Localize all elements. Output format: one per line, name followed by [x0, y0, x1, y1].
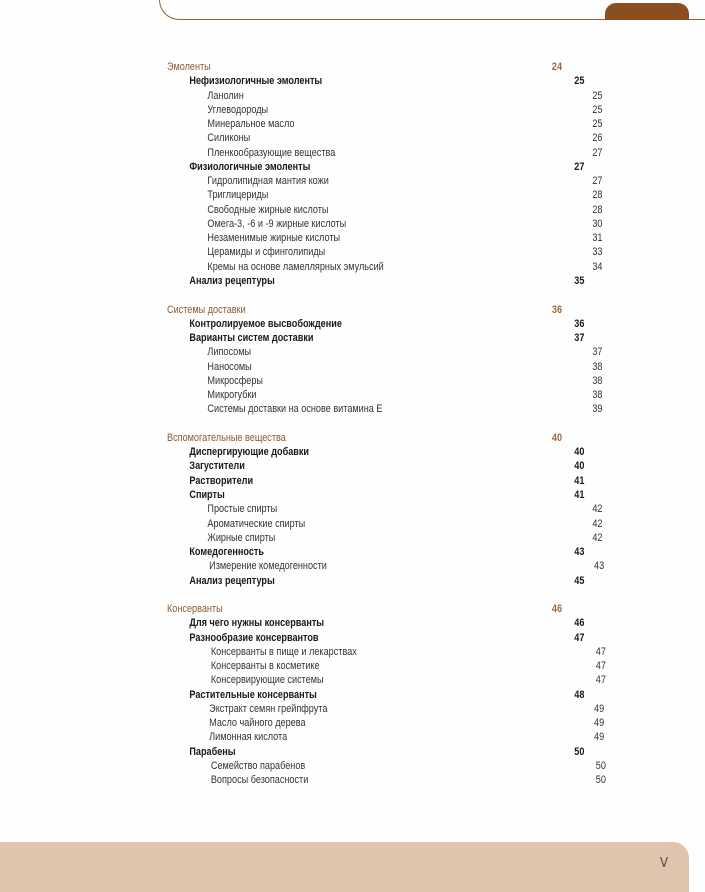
toc-section-heading[interactable]	[167, 60, 562, 74]
toc-entry[interactable]	[167, 759, 606, 773]
toc-title: Гидролипидная мантия кожи	[207, 175, 329, 188]
toc-title: Минеральное масло	[207, 118, 295, 131]
toc-page: 45	[574, 574, 585, 587]
toc-entry[interactable]	[167, 773, 606, 787]
table-of-contents	[167, 60, 606, 788]
toc-page: 47	[574, 631, 585, 644]
toc-title: Масло чайного дерева	[209, 717, 306, 730]
section-spacer	[167, 417, 562, 431]
toc-title: Пленкообразующие вещества	[207, 146, 336, 159]
toc-title: Незаменимые жирные кислоты	[207, 232, 341, 245]
toc-entry[interactable]	[167, 730, 604, 744]
toc-title: Комедогенность	[189, 546, 264, 559]
toc-page: 36	[551, 303, 563, 316]
toc-page: 41	[574, 474, 585, 487]
toc-entry[interactable]	[167, 360, 602, 374]
toc-page: 38	[592, 360, 603, 373]
toc-page: 24	[551, 61, 563, 73]
toc-title: Свободные жирные кислоты	[207, 203, 329, 216]
toc-page: 38	[592, 374, 603, 387]
toc-entry[interactable]	[167, 174, 602, 188]
toc-title: Вспомогательные вещества	[167, 431, 286, 444]
toc-page: 27	[574, 160, 585, 173]
toc-entry[interactable]	[167, 745, 584, 759]
toc-page: 31	[592, 232, 603, 245]
toc-entry[interactable]	[167, 331, 584, 345]
toc-entry[interactable]	[167, 146, 602, 160]
toc-entry[interactable]	[167, 659, 606, 673]
toc-title: Наносомы	[207, 360, 252, 373]
toc-entry[interactable]	[167, 459, 584, 473]
toc-entry[interactable]	[167, 474, 584, 488]
toc-entry[interactable]	[167, 160, 584, 174]
section-spacer	[167, 588, 562, 602]
toc-entry[interactable]	[167, 89, 602, 103]
toc-page: 25	[592, 118, 603, 131]
toc-entry[interactable]	[167, 103, 602, 117]
toc-title: Диспергирующие добавки	[189, 446, 310, 459]
toc-page: 27	[592, 175, 603, 188]
toc-page: 37	[574, 332, 585, 345]
toc-page: 48	[574, 688, 585, 701]
toc-title: Варианты систем доставки	[189, 332, 314, 345]
section-spacer	[167, 288, 562, 302]
toc-title: Измерение комедогенности	[209, 560, 327, 573]
toc-entry[interactable]	[167, 445, 584, 459]
toc-entry[interactable]	[167, 117, 602, 131]
toc-page: 49	[594, 731, 605, 744]
toc-title: Церамиды и сфинголипиды	[207, 246, 326, 259]
toc-title: Спирты	[189, 488, 225, 501]
toc-entry[interactable]	[167, 545, 584, 559]
toc-entry[interactable]	[167, 645, 606, 659]
toc-title: Системы доставки на основе витамина Е	[207, 403, 383, 416]
toc-title: Для чего нужны консерванты	[189, 617, 325, 630]
toc-title: Вопросы безопасности	[210, 774, 309, 787]
toc-title: Анализ рецептуры	[189, 574, 275, 587]
toc-page: 47	[595, 674, 606, 687]
toc-entry[interactable]	[167, 631, 584, 645]
toc-page: 28	[592, 189, 603, 202]
toc-page: 42	[592, 531, 603, 544]
toc-entry[interactable]	[167, 702, 604, 716]
toc-title: Парабены	[189, 745, 236, 758]
toc-title: Силиконы	[207, 132, 251, 145]
toc-page: 25	[592, 103, 603, 116]
toc-title: Простые спирты	[207, 503, 278, 516]
toc-title: Микрогубки	[207, 389, 257, 402]
toc-entry[interactable]	[167, 231, 602, 245]
toc-title: Ароматические спирты	[207, 517, 306, 530]
toc-page: 42	[592, 503, 603, 516]
toc-title: Триглицериды	[207, 189, 269, 202]
toc-title: Омега-3, -6 и -9 жирные кислоты	[207, 217, 347, 230]
toc-entry[interactable]	[167, 217, 602, 231]
toc-title: Разнообразие консервантов	[189, 631, 319, 644]
toc-entry[interactable]	[167, 131, 602, 145]
toc-title: Контролируемое высвобождение	[189, 317, 342, 330]
toc-title: Лимонная кислота	[209, 731, 288, 744]
toc-entry[interactable]	[167, 402, 602, 416]
toc-page: 36	[574, 317, 585, 330]
header-tab-marker	[605, 3, 689, 20]
toc-page: 41	[574, 488, 585, 501]
toc-entry[interactable]	[167, 574, 584, 588]
toc-section-heading[interactable]	[167, 602, 562, 616]
toc-page: 50	[574, 745, 585, 758]
toc-entry[interactable]	[167, 317, 584, 331]
toc-page: 50	[595, 760, 606, 773]
toc-page: 40	[551, 431, 563, 444]
toc-page: 38	[592, 389, 603, 402]
toc-page: 47	[595, 660, 606, 673]
toc-title: Консерванты в косметике	[210, 660, 320, 673]
toc-entry[interactable]	[167, 716, 604, 730]
toc-entry[interactable]	[167, 345, 602, 359]
toc-page: 37	[592, 346, 603, 359]
toc-entry[interactable]	[167, 517, 602, 531]
toc-entry[interactable]	[167, 188, 602, 202]
toc-page: 49	[594, 702, 605, 715]
toc-entry[interactable]	[167, 531, 602, 545]
toc-page: 50	[595, 774, 606, 787]
toc-entry[interactable]	[167, 616, 584, 630]
toc-title: Липосомы	[207, 346, 252, 359]
toc-entry[interactable]	[167, 245, 602, 259]
toc-title: Системы доставки	[167, 303, 246, 316]
toc-page: 46	[551, 603, 563, 616]
toc-title: Консерванты	[167, 603, 223, 616]
toc-page: 34	[592, 260, 603, 273]
toc-title: Консервирующие системы	[210, 674, 324, 687]
toc-section-heading[interactable]	[167, 431, 562, 445]
toc-entry[interactable]	[167, 203, 602, 217]
toc-page: 42	[592, 517, 603, 530]
toc-title: Жирные спирты	[207, 531, 276, 544]
toc-entry[interactable]	[167, 374, 602, 388]
toc-section-heading[interactable]	[167, 303, 562, 317]
toc-title: Эмоленты	[167, 61, 211, 73]
toc-page: 40	[574, 460, 585, 473]
toc-entry[interactable]	[167, 74, 584, 88]
toc-title: Нефизиологичные эмоленты	[189, 75, 323, 88]
page-number: V	[659, 854, 668, 871]
toc-title: Экстракт семян грейпфрута	[209, 702, 328, 715]
toc-title: Консерванты в пище и лекарствах	[210, 645, 357, 658]
toc-page: 43	[574, 546, 585, 559]
toc-title: Ланолин	[207, 89, 244, 102]
toc-page: 47	[595, 645, 606, 658]
toc-entry[interactable]	[167, 688, 584, 702]
toc-page: 43	[594, 560, 605, 573]
toc-entry[interactable]	[167, 274, 584, 288]
toc-page: 33	[592, 246, 603, 259]
toc-title: Физиологичные эмоленты	[189, 160, 311, 173]
toc-title: Углеводороды	[207, 103, 269, 116]
toc-page: 27	[592, 146, 603, 159]
toc-title: Кремы на основе ламеллярных эмульсий	[207, 260, 384, 273]
toc-page: 35	[574, 274, 585, 287]
toc-page: 39	[592, 403, 603, 416]
toc-page: 25	[592, 89, 603, 102]
toc-page: 49	[594, 717, 605, 730]
toc-entry[interactable]	[167, 559, 604, 573]
toc-entry[interactable]	[167, 673, 606, 687]
toc-entry[interactable]	[167, 260, 602, 274]
toc-page: 40	[574, 446, 585, 459]
toc-title: Растительные консерванты	[189, 688, 317, 701]
toc-page: 28	[592, 203, 603, 216]
toc-entry[interactable]	[167, 388, 602, 402]
toc-title: Микросферы	[207, 374, 263, 387]
toc-page: 30	[592, 217, 603, 230]
toc-page: 25	[574, 75, 585, 88]
toc-title: Анализ рецептуры	[189, 274, 275, 287]
toc-title: Загустители	[189, 460, 245, 473]
toc-entry[interactable]	[167, 488, 584, 502]
toc-title: Семейство парабенов	[210, 760, 306, 773]
toc-page: 46	[574, 617, 585, 630]
toc-page: 26	[592, 132, 603, 145]
toc-title: Растворители	[189, 474, 254, 487]
toc-entry[interactable]	[167, 502, 602, 516]
